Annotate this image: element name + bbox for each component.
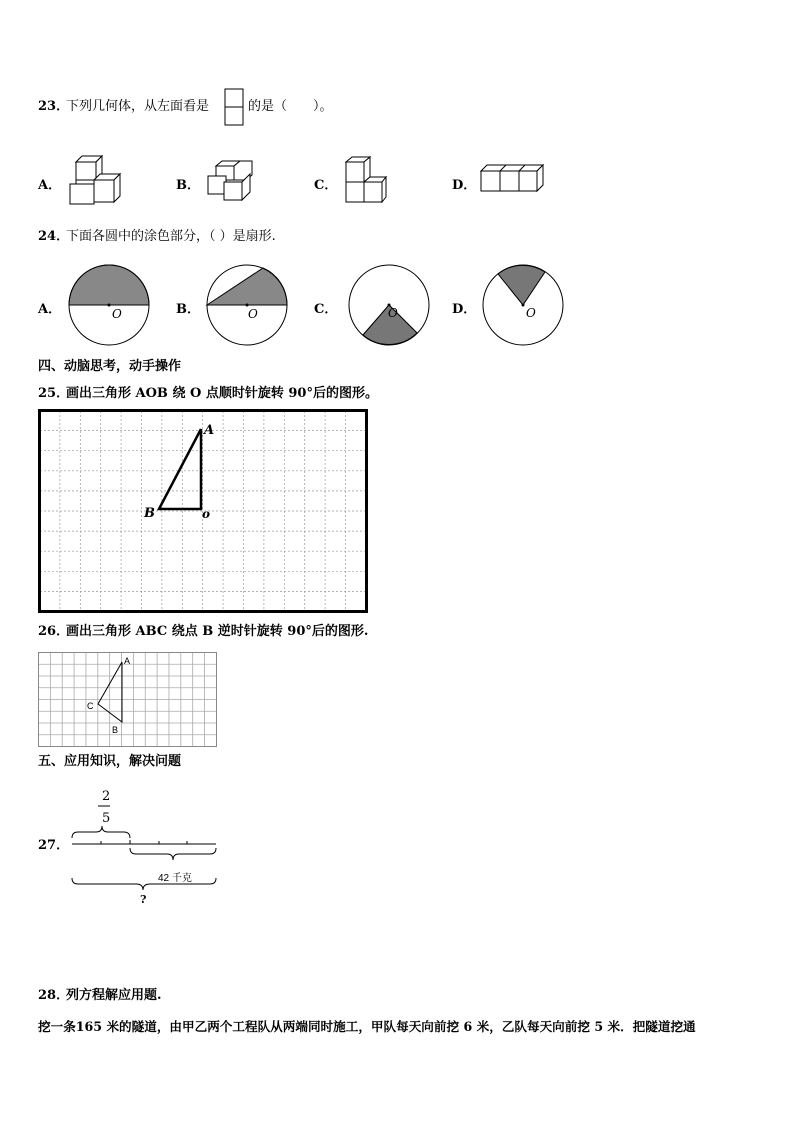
fraction-numerator: 2: [102, 789, 111, 804]
label-a: A: [204, 423, 215, 438]
q23-text-after: 的是（ ）。: [248, 99, 333, 114]
question-mark: ?: [140, 893, 147, 906]
left-view-icon: [224, 88, 244, 128]
circle-figure-c: [348, 264, 430, 346]
q23-option-a: A．: [38, 178, 62, 193]
q24-option-c: C．: [314, 302, 338, 317]
q24-text: 下面各圆中的涂色部分，（ ）是扇形.: [66, 229, 276, 244]
q24-number: 24．: [38, 229, 70, 244]
q23-text-before: 下列几何体，从左面看是: [66, 99, 210, 114]
q23-option-c: C．: [314, 178, 338, 193]
q26-text: 画出三角形 ABC 绕点 B 逆时针旋转 90°后的图形.: [66, 624, 369, 639]
cube-figure-c: [344, 156, 394, 206]
q23-number: 23．: [38, 99, 70, 114]
q24-option-d: D．: [452, 302, 477, 317]
rotation-grid-25: [38, 409, 368, 613]
q28-body: 挖一条165 米的隧道，由甲乙两个工程队从两端同时施工，甲队每天向前挖 6 米，乙队每天向前挖 5 米．把隧道挖通: [38, 1019, 696, 1034]
label-a: A: [124, 656, 131, 666]
label-c: C: [87, 701, 94, 711]
q25-number: 25．: [38, 386, 70, 401]
center-label-d: O: [526, 306, 536, 320]
center-label-c: O: [388, 306, 398, 320]
circle-figure-a: [68, 264, 150, 346]
center-label-a: O: [112, 307, 122, 321]
q28-title: 列方程解应用题.: [66, 988, 162, 1003]
q23-option-b: B．: [176, 178, 200, 193]
label-o: o: [202, 507, 211, 521]
circle-figure-b: [206, 264, 288, 346]
q24-option-b: B．: [176, 302, 200, 317]
q24-option-a: A．: [38, 302, 62, 317]
q28-number: 28．: [38, 988, 70, 1003]
rotation-grid-26: [38, 652, 218, 748]
q27-number: 27．: [38, 838, 70, 853]
fraction-denominator: 5: [102, 811, 111, 826]
cube-figure-d: [480, 164, 546, 194]
weight-label: 42 千克: [158, 873, 192, 884]
cube-figure-a: [68, 154, 124, 208]
section-5-heading: 五、应用知识，解决问题: [38, 754, 182, 769]
center-label-b: O: [248, 307, 258, 321]
line-segment-diagram: [66, 786, 226, 908]
label-b: B: [144, 506, 155, 521]
label-b: B: [112, 725, 119, 735]
circle-figure-d: [482, 264, 564, 346]
q23-option-d: D．: [452, 178, 477, 193]
q25-text: 画出三角形 AOB 绕 O 点顺时针旋转 90°后的图形。: [66, 386, 378, 401]
cube-figure-b: [206, 160, 254, 202]
section-4-heading: 四、动脑思考，动手操作: [38, 359, 182, 374]
q26-number: 26．: [38, 624, 70, 639]
